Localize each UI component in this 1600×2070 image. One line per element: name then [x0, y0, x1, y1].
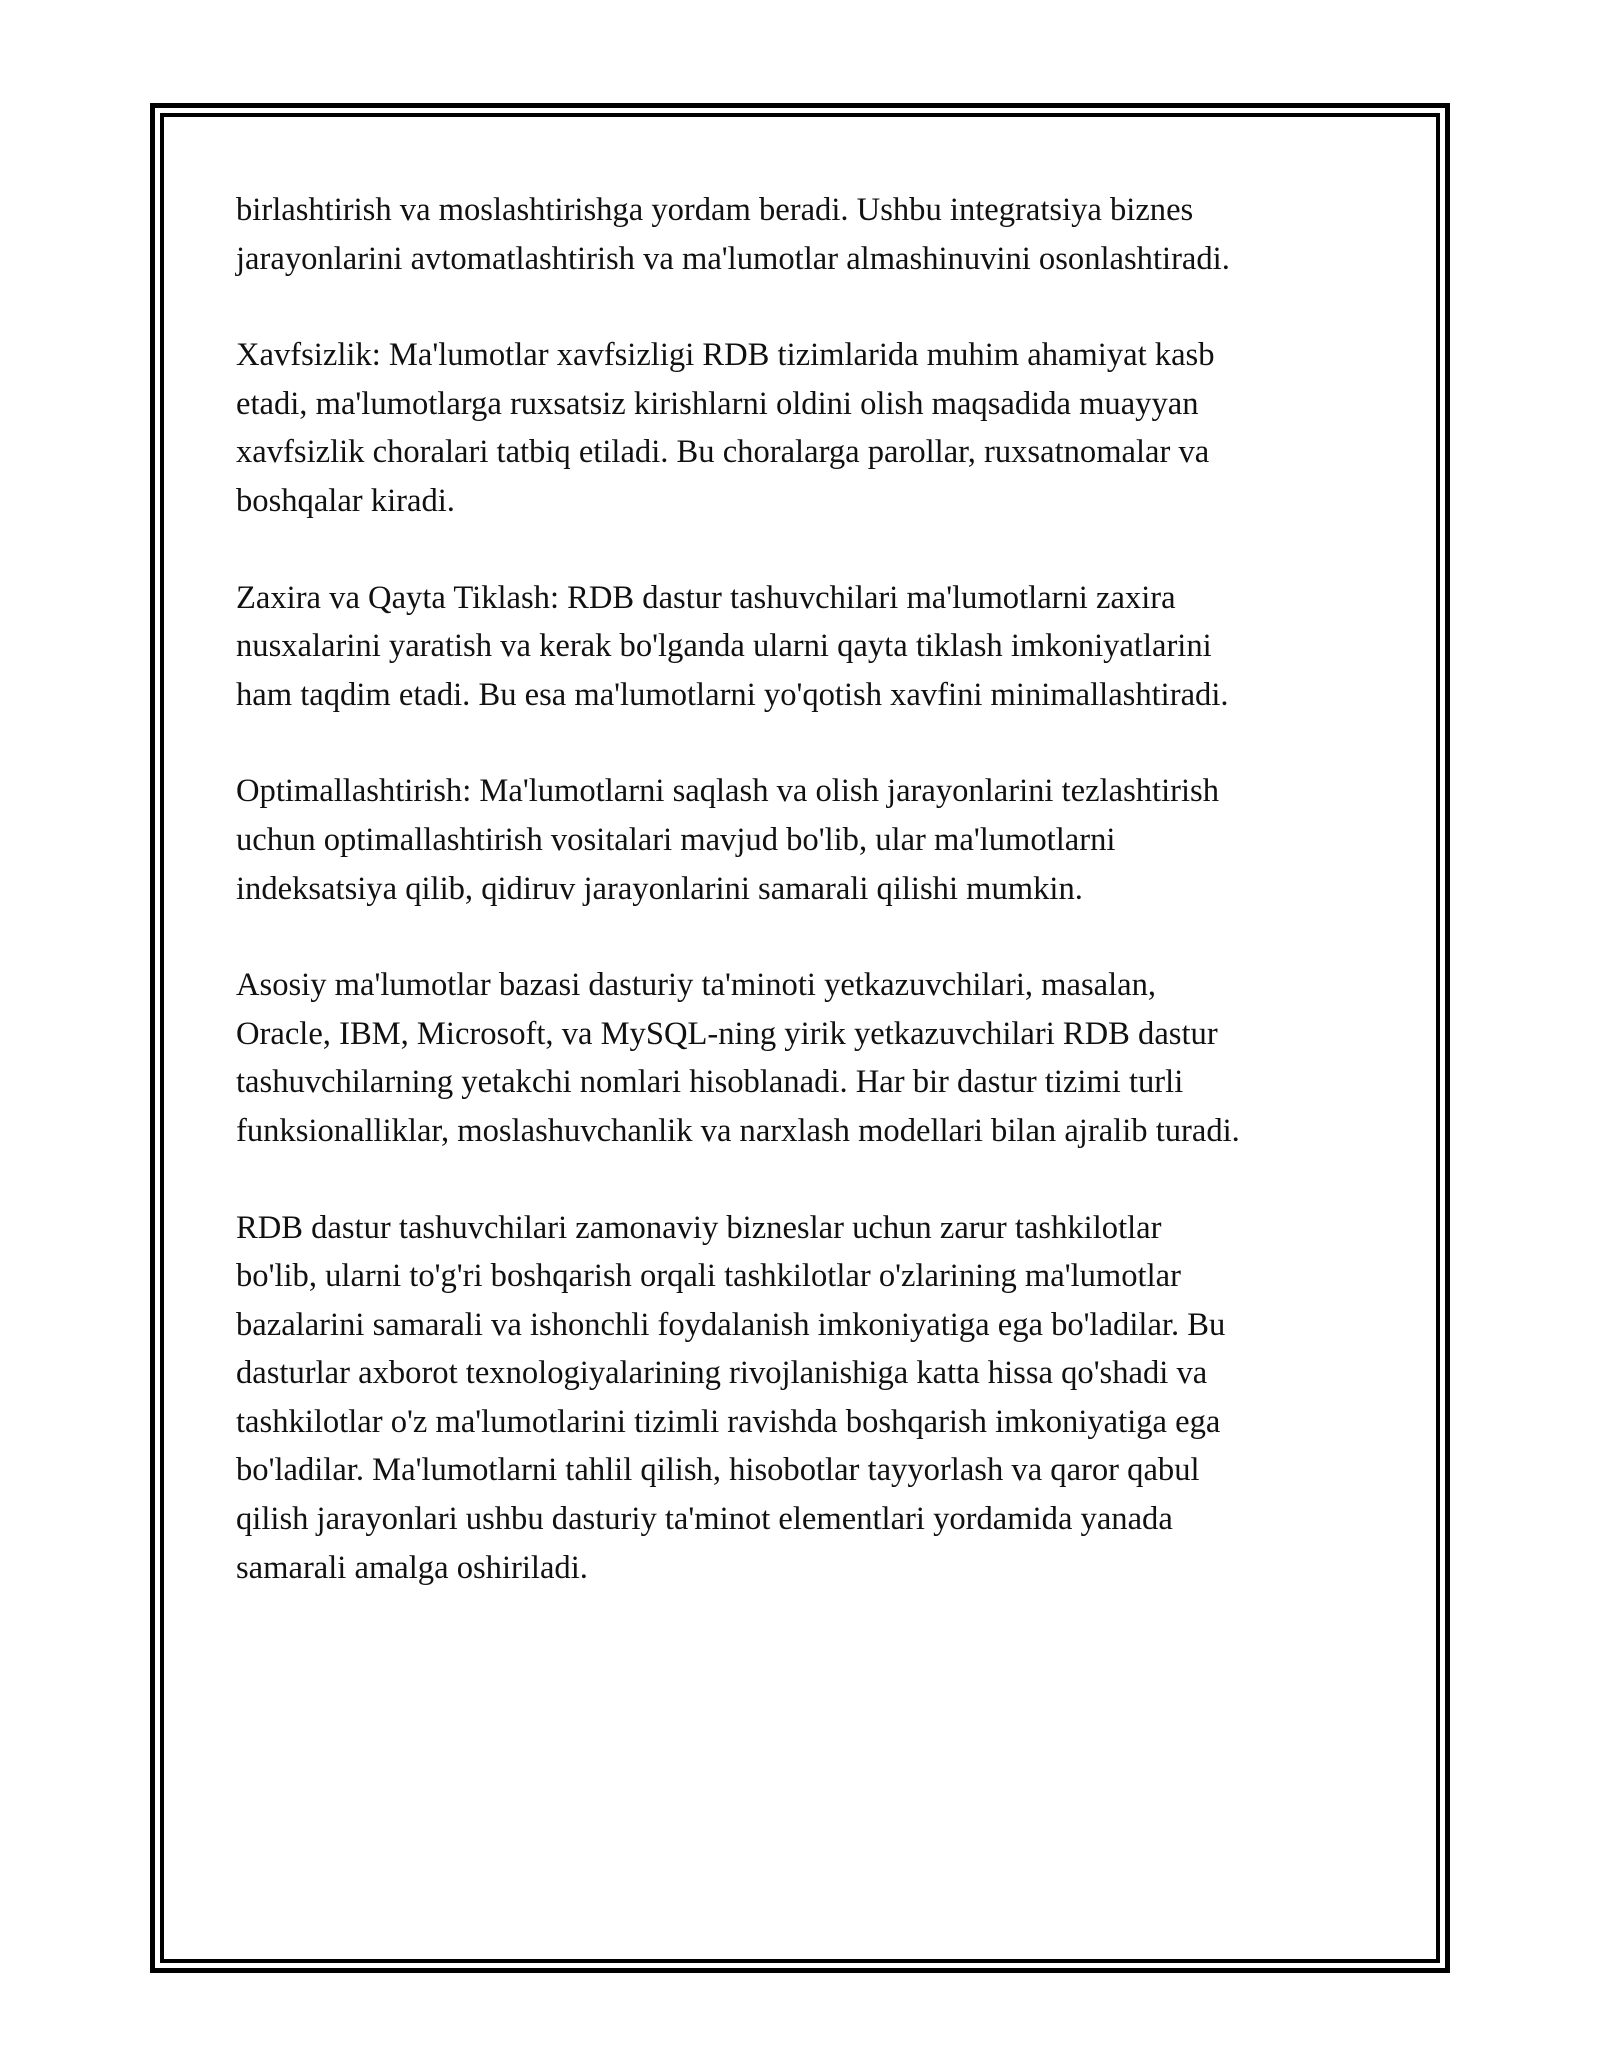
text-line: Zaxira va Qayta Tiklash: RDB dastur tashuvchilari ma'lumotlarni zaxira	[236, 579, 1176, 616]
text-line: samarali amalga oshiriladi.	[236, 1549, 588, 1586]
paragraph-integration	[236, 186, 1386, 283]
document-body	[236, 186, 1386, 1640]
text-line: RDB dastur tashuvchilari zamonaviy bizneslar uchun zarur tashkilotlar	[236, 1209, 1162, 1246]
text-line: birlashtirish va moslashtirishga yordam beradi. Ushbu integratsiya biznes	[236, 192, 1194, 228]
text-line: funksionalliklar, moslashuvchanlik va narxlash modellari bilan ajralib turadi.	[236, 1112, 1240, 1149]
paragraph-optimization	[236, 767, 1386, 913]
text-line: indeksatsiya qilib, qidiruv jarayonlarini samarali qilishi mumkin.	[236, 870, 1083, 907]
text-line: bo'ladilar. Ma'lumotlarni tahlil qilish, hisobotlar tayyorlash va qaror qabul	[236, 1452, 1200, 1489]
text-line: dasturlar axborot texnologiyalarining rivojlanishiga katta hissa qo'shadi va	[236, 1355, 1208, 1392]
text-line: Optimallashtirish: Ma'lumotlarni saqlash va olish jarayonlarini tezlashtirish	[236, 773, 1220, 810]
text-line: Asosiy ma'lumotlar bazasi dasturiy ta'minoti yetkazuvchilari, masalan,	[236, 967, 1157, 1004]
text-line: bazalarini samarali va ishonchli foydalanish imkoniyatiga ega bo'ladilar. Bu	[236, 1306, 1226, 1343]
paragraph-vendors	[236, 961, 1386, 1155]
text-line: qilish jarayonlari ushbu dasturiy ta'minot elementlari yordamida yanada	[236, 1501, 1173, 1538]
text-line: etadi, ma'lumotlarga ruxsatsiz kirishlarni oldini olish maqsadida muayyan	[236, 385, 1199, 422]
text-line: Xavfsizlik: Ma'lumotlar xavfsizligi RDB tizimlarida muhim ahamiyat kasb	[236, 337, 1215, 374]
text-line: boshqalar kiradi.	[236, 482, 455, 519]
text-line: bo'lib, ularni to'g'ri boshqarish orqali tashkilotlar o'zlarining ma'lumotlar	[236, 1258, 1181, 1295]
paragraph-backup-restore	[236, 574, 1386, 720]
paragraph-conclusion	[236, 1204, 1386, 1593]
text-line: tashkilotlar o'z ma'lumotlarini tizimli ravishda boshqarish imkoniyatiga ega	[236, 1403, 1221, 1440]
text-line: xavfsizlik choralari tatbiq etiladi. Bu choralarga parollar, ruxsatnomalar va	[236, 434, 1210, 471]
text-line: jarayonlarini avtomatlashtirish va ma'lumotlar almashinuvini osonlashtiradi.	[236, 240, 1230, 277]
text-line: uchun optimallashtirish vositalari mavjud bo'lib, ular ma'lumotlarni	[236, 821, 1116, 858]
text-line: nusxalarini yaratish va kerak bo'lganda ularni qayta tiklash imkoniyatlarini	[236, 628, 1212, 665]
text-line: tashuvchilarning yetakchi nomlari hisoblanadi. Har bir dastur tizimi turli	[236, 1064, 1184, 1101]
text-line: Oracle, IBM, Microsoft, va MySQL-ning yirik yetkazuvchilari RDB dastur	[236, 1015, 1218, 1052]
paragraph-security	[236, 331, 1386, 525]
text-line: ham taqdim etadi. Bu esa ma'lumotlarni yo'qotish xavfini minimallashtiradi.	[236, 676, 1229, 713]
